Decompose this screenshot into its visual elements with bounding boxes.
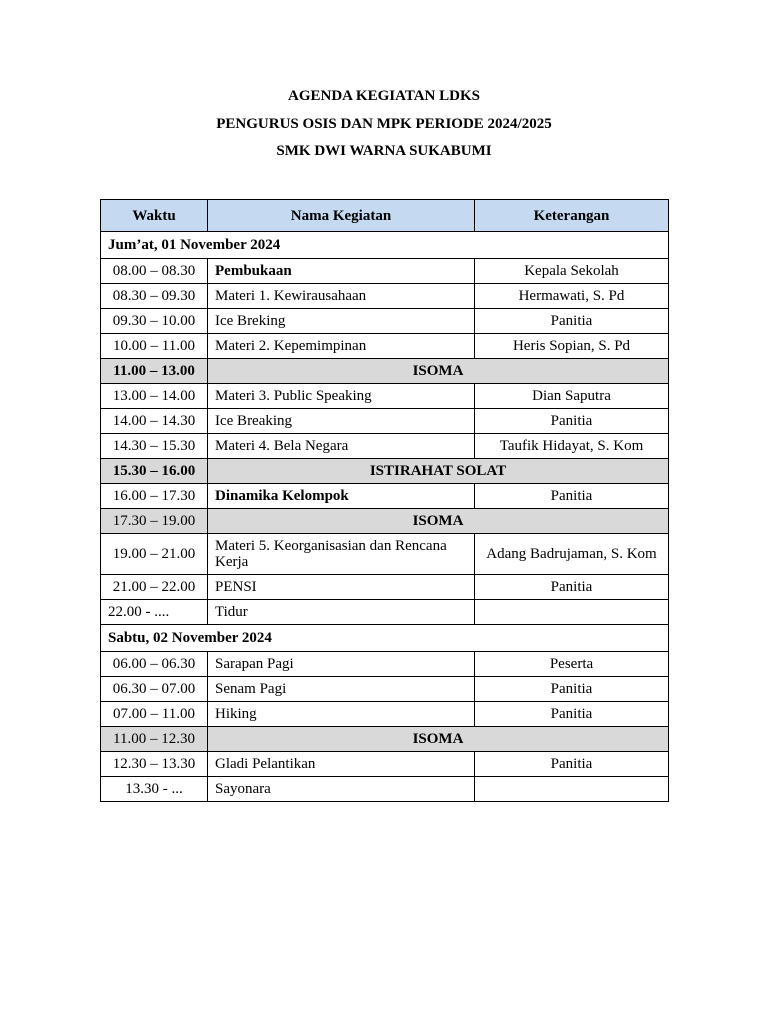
cell-keterangan: Heris Sopian, S. Pd <box>475 334 669 359</box>
table-row <box>101 702 669 727</box>
cell-waktu: 14.00 – 14.30 <box>101 409 208 434</box>
break-row <box>101 509 669 534</box>
title-line-2: PENGURUS OSIS DAN MPK PERIODE 2024/2025 <box>216 115 552 132</box>
cell-kegiatan: Materi 3. Public Speaking <box>208 384 475 409</box>
day-label: Jum’at, 01 November 2024 <box>101 232 669 259</box>
table-row <box>101 534 669 575</box>
break-row <box>101 727 669 752</box>
cell-kegiatan: Materi 1. Kewirausahaan <box>208 284 475 309</box>
title-line-3: SMK DWI WARNA SUKABUMI <box>276 143 492 159</box>
cell-kegiatan: Materi 4. Bela Negara <box>208 434 475 459</box>
cell-kegiatan: Senam Pagi <box>208 677 475 702</box>
cell-keterangan: Dian Saputra <box>475 384 669 409</box>
cell-keterangan: Panitia <box>475 677 669 702</box>
day-row <box>101 625 669 652</box>
table-row <box>101 309 669 334</box>
cell-waktu: 13.30 - ... <box>101 777 208 802</box>
table-row <box>101 434 669 459</box>
day-label: Sabtu, 02 November 2024 <box>101 625 669 652</box>
cell-kegiatan: Dinamika Kelompok <box>208 484 475 509</box>
cell-keterangan: Panitia <box>475 575 669 600</box>
cell-kegiatan: PENSI <box>208 575 475 600</box>
cell-waktu: 13.00 – 14.00 <box>101 384 208 409</box>
break-label: ISOMA <box>208 509 669 534</box>
table-row <box>101 334 669 359</box>
header-nama-kegiatan: Nama Kegiatan <box>208 200 475 232</box>
cell-waktu: 19.00 – 21.00 <box>101 534 208 575</box>
cell-keterangan: Panitia <box>475 752 669 777</box>
break-label: ISOMA <box>208 359 669 384</box>
agenda-table <box>100 199 669 802</box>
table-row <box>101 484 669 509</box>
cell-keterangan <box>475 777 669 802</box>
cell-waktu: 06.00 – 06.30 <box>101 652 208 677</box>
cell-keterangan: Hermawati, S. Pd <box>475 284 669 309</box>
document-header <box>0 86 768 169</box>
cell-waktu: 10.00 – 11.00 <box>101 334 208 359</box>
cell-waktu: 12.30 – 13.30 <box>101 752 208 777</box>
cell-kegiatan: Materi 2. Kepemimpinan <box>208 334 475 359</box>
cell-waktu: 22.00 - .... <box>101 600 208 625</box>
table-row <box>101 600 669 625</box>
cell-kegiatan: Ice Breaking <box>208 409 475 434</box>
day-row <box>101 232 669 259</box>
cell-kegiatan: Gladi Pelantikan <box>208 752 475 777</box>
cell-waktu: 11.00 – 12.30 <box>101 727 208 752</box>
cell-keterangan: Adang Badrujaman, S. Kom <box>475 534 669 575</box>
table-row <box>101 575 669 600</box>
break-label: ISOMA <box>208 727 669 752</box>
cell-kegiatan: Ice Breking <box>208 309 475 334</box>
cell-waktu: 08.00 – 08.30 <box>101 259 208 284</box>
cell-waktu: 21.00 – 22.00 <box>101 575 208 600</box>
cell-waktu: 11.00 – 13.00 <box>101 359 208 384</box>
cell-kegiatan: Sarapan Pagi <box>208 652 475 677</box>
cell-waktu: 08.30 – 09.30 <box>101 284 208 309</box>
cell-keterangan: Panitia <box>475 409 669 434</box>
cell-keterangan: Peserta <box>475 652 669 677</box>
cell-keterangan: Panitia <box>475 702 669 727</box>
table-row <box>101 259 669 284</box>
cell-keterangan: Kepala Sekolah <box>475 259 669 284</box>
break-row <box>101 359 669 384</box>
cell-waktu: 15.30 – 16.00 <box>101 459 208 484</box>
table-row <box>101 384 669 409</box>
cell-waktu: 14.30 – 15.30 <box>101 434 208 459</box>
table-header-row <box>101 200 669 232</box>
header-waktu: Waktu <box>101 200 208 232</box>
cell-waktu: 07.00 – 11.00 <box>101 702 208 727</box>
table-row <box>101 652 669 677</box>
break-row <box>101 459 669 484</box>
header-keterangan: Keterangan <box>475 200 669 232</box>
table-row <box>101 409 669 434</box>
break-label: ISTIRAHAT SOLAT <box>208 459 669 484</box>
table-row <box>101 284 669 309</box>
table-row <box>101 677 669 702</box>
table-row <box>101 752 669 777</box>
cell-kegiatan: Tidur <box>208 600 475 625</box>
cell-waktu: 17.30 – 19.00 <box>101 509 208 534</box>
cell-waktu: 16.00 – 17.30 <box>101 484 208 509</box>
cell-keterangan: Panitia <box>475 309 669 334</box>
cell-kegiatan: Materi 5. Keorganisasian dan Rencana Kerja <box>208 534 475 575</box>
cell-kegiatan: Hiking <box>208 702 475 727</box>
cell-keterangan: Taufik Hidayat, S. Kom <box>475 434 669 459</box>
cell-waktu: 09.30 – 10.00 <box>101 309 208 334</box>
cell-kegiatan: Sayonara <box>208 777 475 802</box>
table-row <box>101 777 669 802</box>
cell-kegiatan: Pembukaan <box>208 259 475 284</box>
cell-keterangan: Panitia <box>475 484 669 509</box>
title-line-1: AGENDA KEGIATAN LDKS <box>288 88 480 104</box>
cell-keterangan <box>475 600 669 625</box>
cell-waktu: 06.30 – 07.00 <box>101 677 208 702</box>
